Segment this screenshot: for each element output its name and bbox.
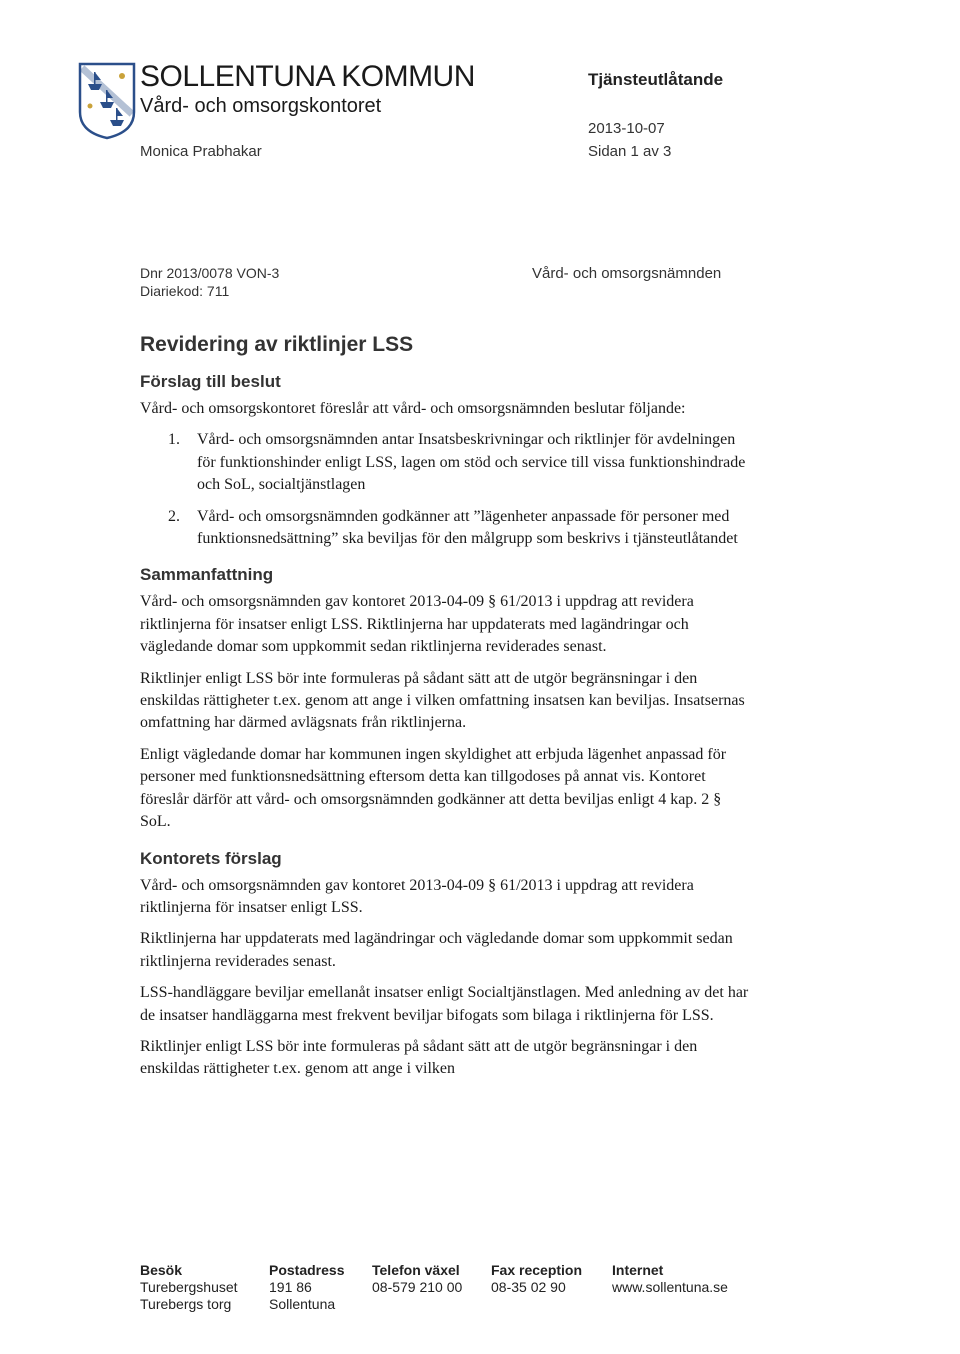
list-item-number: 2. — [168, 507, 180, 525]
summary-paragraph: Vård- och omsorgsnämnden gav kontoret 2013-04-09 § 61/2013 i uppdrag att revidera riktlinjerna för insatser enligt LSS. Riktlinjerna har uppdaterats med lagändringar och vägledande domar som uppkommit sedan riktlinjerna reviderades senast. — [140, 593, 694, 656]
office-proposal-paragraph: Riktlinjer enligt LSS bör inte formuleras på sådant sätt att de utgör begränsningar i den enskildas rättigheter t.ex. genom att ange i vilken — [140, 1037, 698, 1078]
footer-label: Postadress — [269, 1262, 345, 1278]
footer-label: Telefon växel — [372, 1262, 460, 1278]
page-number: Sidan 1 av 3 — [588, 143, 672, 160]
list-item-text: Vård- och omsorgsnämnden antar Insatsbeskrivningar och riktlinjer för avdelningen för funktionshinder enligt LSS, lagen om stöd och service till vissa funktionshindrade och SoL, socialtjänstlagen — [197, 431, 746, 494]
footer-value: Turebergshuset — [140, 1279, 238, 1295]
diary-code: Diariekod: 711 — [140, 283, 230, 299]
office-proposal-paragraph: Riktlinjerna har uppdaterats med lagändringar och vägledande domar som uppkommit sedan riktlinjerna reviderades senast. — [140, 930, 733, 970]
document-title: Revidering av riktlinjer LSS — [140, 333, 414, 356]
footer-label: Internet — [612, 1262, 664, 1278]
decision-list — [140, 429, 750, 550]
footer-value: 08-35 02 90 — [491, 1279, 566, 1295]
footer-label: Fax reception — [491, 1262, 583, 1278]
recipient: Vård- och omsorgsnämnden — [532, 265, 722, 282]
office-proposal-paragraph: LSS-handläggare beviljar emellanåt insatser enligt Socialtjänstlagen. Med anledning av det har de insatser handläggarna mest frekvent beviljar bifogats som bilaga i riktlinjerna för LSS. — [140, 984, 749, 1024]
list-item-number: 1. — [168, 431, 180, 449]
office-proposal-paragraph: Vård- och omsorgsnämnden gav kontoret 2013-04-09 § 61/2013 i uppdrag att revidera riktlinjerna för insatser enligt LSS. — [140, 876, 694, 916]
document-type: Tjänsteutlåtande — [588, 70, 724, 89]
footer-postal — [269, 1262, 344, 1313]
document-body — [140, 332, 750, 1090]
footer-visit — [140, 1262, 238, 1313]
footer-fax — [491, 1262, 582, 1296]
footer-internet — [612, 1262, 728, 1296]
proposal-heading: Förslag till beslut — [140, 372, 281, 391]
footer-label: Besök — [140, 1262, 183, 1278]
summary-paragraph: Enligt vägledande domar har kommunen ingen skyldighet att erbjuda lägenhet anpassad för personer med funktionsnedsättning eftersom detta kan tillgodoses på annat vis. Kontoret föreslår därför att vård- och omsorgsnämnden godkänner att detta beviljas enligt 4 kap. 2 § SoL. — [140, 745, 727, 831]
footer-phone — [372, 1262, 462, 1296]
proposal-intro: Vård- och omsorgskontoret föreslår att vård- och omsorgsnämnden beslutar följande: — [140, 400, 686, 417]
summary-paragraph: Riktlinjer enligt LSS bör inte formuleras på sådant sätt att de utgör begränsningar i den enskildas rättigheter t.ex. genom att ange i vilken omfattning insatsen kan beviljas. Insatsernas omfattning har därmed avlägsnats från riktlinjerna. — [140, 669, 745, 732]
office-proposal-heading: Kontorets förslag — [140, 848, 282, 868]
municipality-crest-logo — [78, 62, 136, 140]
organization-name: SOLLENTUNA KOMMUN — [140, 60, 475, 93]
footer-value: Turebergs torg — [140, 1296, 232, 1312]
department-name: Vård- och omsorgskontoret — [140, 95, 382, 117]
list-item — [140, 506, 750, 551]
registration-number: Dnr 2013/0078 VON-3 — [140, 265, 280, 281]
footer-value: 08-579 210 00 — [372, 1279, 463, 1295]
author-name: Monica Prabhakar — [140, 143, 262, 160]
footer-value: 191 86 — [269, 1279, 312, 1295]
footer-value: Sollentuna — [269, 1296, 336, 1312]
list-item-text: Vård- och omsorgsnämnden godkänner att ”lägenheter anpassade för personer med funktionsnedsättning” ska beviljas för den målgrupp som beskrivs i tjänsteutlåtandet — [197, 507, 738, 548]
summary-heading: Sammanfattning — [140, 565, 274, 585]
document-date: 2013-10-07 — [588, 120, 665, 137]
list-item — [140, 429, 750, 496]
footer-value: www.sollentuna.se — [612, 1279, 728, 1295]
